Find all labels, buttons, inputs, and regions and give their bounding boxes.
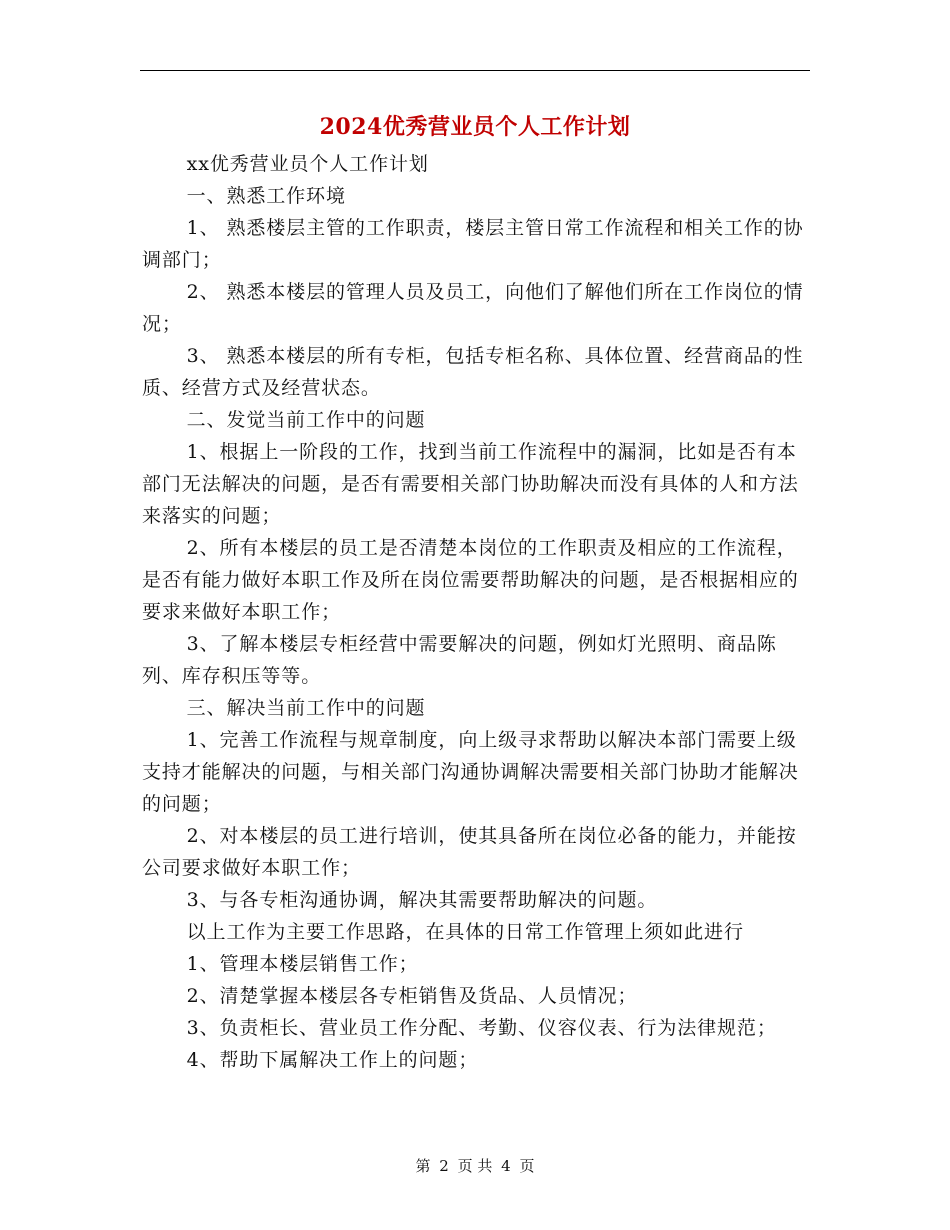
list-item: 2、清楚掌握本楼层各专柜销售及货品、人员情况； [186,985,638,1007]
footer-suffix: 页 [519,1157,535,1175]
section-heading: 三、解决当前工作中的问题 [186,697,426,719]
list-item: 4、帮助下属解决工作上的问题； [186,1049,479,1071]
paragraph: 3、了解本楼层专柜经营中需要解决的问题，例如灯光照明、商品陈列、库存积压等等。 [142,633,777,687]
paragraph: 1、完善工作流程与规章制度，向上级寻求帮助以解决本部门需要上级支持才能解决的问题，与相关部门沟通协调解决需要相关部门协助才能解决的问题； [142,729,799,815]
paragraph: 3、与各专柜沟通协调，解决其需要帮助解决的问题。 [186,889,658,911]
paragraph: 以上工作为主要工作思路，在具体的日常工作管理上须如此进行 [186,921,744,943]
paragraph: 1、 熟悉楼层主管的工作职责，楼层主管日常工作流程和相关工作的协调部门； [142,217,804,271]
document-title: 2024优秀营业员个人工作计划 [319,114,631,140]
paragraph: 2、 熟悉本楼层的管理人员及员工，向他们了解他们所在工作岗位的情况； [142,281,804,335]
footer-current-page: 2 [439,1157,449,1175]
paragraph: 2、所有本楼层的员工是否清楚本岗位的工作职责及相应的工作流程，是否有能力做好本职工作及所在岗位需要帮助解决的问题，是否根据相应的要求来做好本职工作； [142,537,799,623]
header-rule [140,70,810,71]
section-heading: 一、熟悉工作环境 [186,185,346,207]
footer-prefix: 第 [415,1157,431,1175]
footer-total-pages: 4 [501,1157,511,1175]
paragraph: 3、 熟悉本楼层的所有专柜，包括专柜名称、具体位置、经营商品的性质、经营方式及经营状态。 [142,345,804,399]
section-heading: 二、发觉当前工作中的问题 [186,409,426,431]
footer-middle: 页 共 [457,1157,493,1175]
paragraph: 2、对本楼层的员工进行培训，使其具备所在岗位必备的能力，并能按公司要求做好本职工作； [142,825,797,879]
document-body [142,148,808,1076]
paragraph: xx优秀营业员个人工作计划 [186,153,429,175]
list-item: 3、负责柜长、营业员工作分配、考勤、仪容仪表、行为法律规范； [186,1017,777,1039]
list-item: 1、管理本楼层销售工作； [186,953,419,975]
paragraph: 1、根据上一阶段的工作，找到当前工作流程中的漏洞，比如是否有本部门无法解决的问题，是否有需要相关部门协助解决而没有具体的人和方法来落实的问题； [142,441,799,527]
page-footer [0,1155,950,1176]
